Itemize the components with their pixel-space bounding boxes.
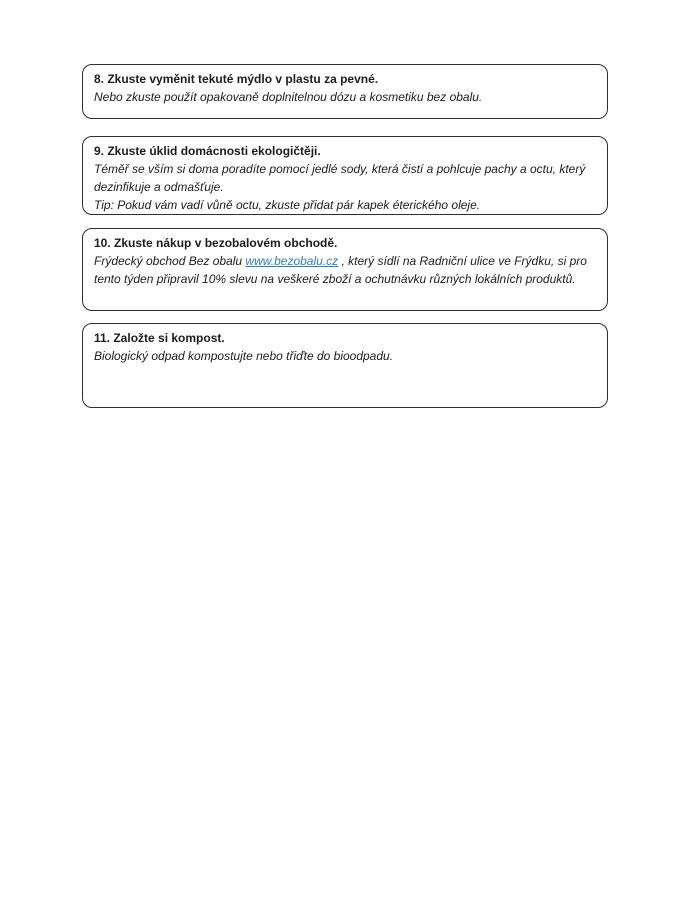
bezobalu-link[interactable]: www.bezobalu.cz	[245, 254, 339, 268]
tip-8-body-line: Nebo zkuste použít opakovaně doplnitelnou dózu a kosmetiku bez obalu.	[94, 90, 483, 104]
tip-card-11	[82, 323, 608, 408]
tip-8-title: 8. Zkuste vyměnit tekuté mýdlo v plastu za pevné.	[94, 72, 379, 86]
tip-card-9	[82, 136, 608, 215]
tip-9-title: 9. Zkuste úklid domácnosti ekologičtěji.	[94, 144, 321, 158]
tip-11-body-line: Biologický odpad kompostujte nebo třiďte do bioodpadu.	[94, 349, 394, 363]
tip-9-body-line: Téměř se vším si doma poradíte pomocí jedlé sody, která čistí a pohlcuje pachy a octu, který dezinfikuje a odmašťuje.	[94, 162, 586, 194]
tip-10-body-suffix: , který sídlí na Radniční ulice ve Frýdku, si pro tento týden připravil 10% slevu na veškeré zboží a ochutnávku různých lokálních produktů.	[94, 254, 587, 286]
tip-9-tip-line: Tip: Pokud vám vadí vůně octu, zkuste přidat pár kapek éterického oleje.	[94, 198, 481, 212]
tip-10-title: 10. Zkuste nákup v bezobalovém obchodě.	[94, 236, 338, 250]
tip-10-body-prefix: Frýdecký obchod Bez obalu	[94, 254, 246, 268]
tip-card-8	[82, 64, 608, 119]
tip-10-body-line	[94, 252, 596, 288]
tip-11-title: 11. Založte si kompost.	[94, 331, 225, 345]
tip-card-10	[82, 228, 608, 311]
